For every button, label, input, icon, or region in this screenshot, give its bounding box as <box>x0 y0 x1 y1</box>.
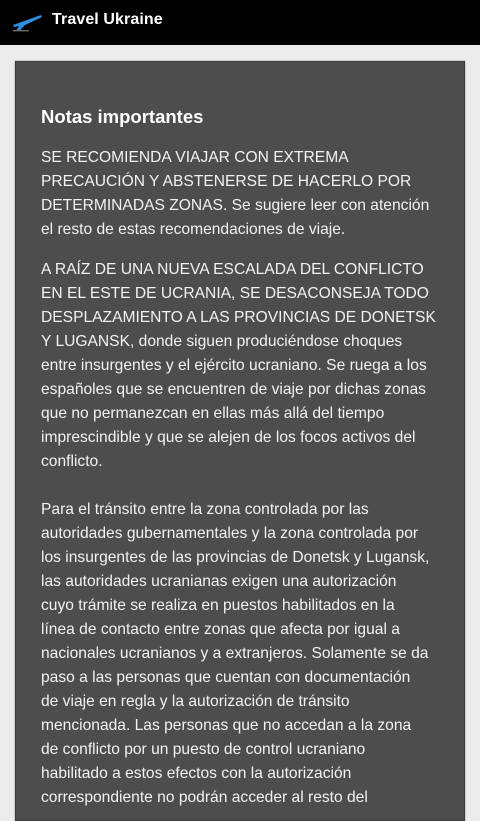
app-bar <box>0 0 480 45</box>
notes-paragraph-3: Para el tránsito entre la zona controlada por las autoridades gubernamentales y la zona controlada por los insurgentes de las provincias de Donetsk y Lugansk, las autoridades ucranianas exigen una autorización cuyo trámite se realiza en puestos habilitados en la línea de contacto entre zonas que afecta por igual a nacionales ucranianos y a extranjeros. Solamente se da paso a las personas que cuentan con documentación de viaje en regla y la autorización de tránsito mencionada. Las personas que no accedan a la zona de conflicto por un puesto de control ucraniano habilitado a estos efectos con la autorización correspondiente no podrán acceder al resto del <box>41 501 430 806</box>
notes-content <box>41 104 461 810</box>
notes-paragraph-1: SE RECOMIENDA VIAJAR CON EXTREMA PRECAUCIÓN Y ABSTENERSE DE HACERLO POR DETERMINADAS ZONAS. Se sugiere leer con atención el resto de estas recomendaciones de viaje. <box>41 149 430 238</box>
notes-paragraph-2: A RAÍZ DE UNA NUEVA ESCALADA DEL CONFLICTO EN EL ESTE DE UCRANIA, SE DESACONSEJA TODO DESPLAZAMIENTO A LAS PROVINCIAS DE DONETSK Y LUGANSK, donde siguen produciéndose choques entre insurgentes y el ejército ucraniano. Se ruega a los españoles que se encuentren de viaje por dichas zonas que no permanezcan en ellas más allá del tiempo imprescindible y que se alejen de los focos activos del conflicto. <box>41 261 436 470</box>
notes-card <box>15 61 465 821</box>
notes-heading: Notas importantes <box>41 106 204 127</box>
app-title: Travel Ukraine <box>52 11 163 28</box>
airplane-icon <box>11 11 43 33</box>
